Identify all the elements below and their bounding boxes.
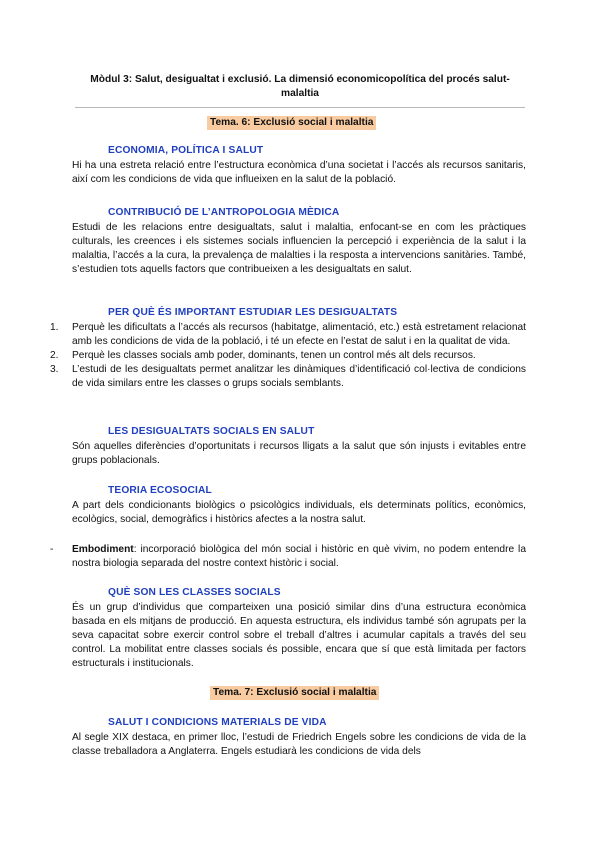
embodiment-description: : incorporació biològica del món social i històric en què vivim, no podem entendre la nostra biologia separada del nostre context històric i social. <box>72 544 526 569</box>
list-item <box>50 363 526 391</box>
tema-6-label: Tema. 6: Exclusió social i malaltia <box>207 116 376 130</box>
list-item-text: Perquè les classes socials amb poder, dominants, tenen un control més alt dels recursos. <box>72 350 476 361</box>
dash-bullet: - <box>50 544 54 555</box>
list-item <box>50 349 526 363</box>
list-item-number: 2. <box>50 350 59 361</box>
paragraph-economia-politica-salut: Hi ha una estreta relació entre l’estructura econòmica d’una societat i l’accés als recursos sanitaris, així com les condicions de vida que influeixen en la salut de la població. <box>72 160 526 185</box>
heading-desigualtats-socials-salut: LES DESIGUALTATS SOCIALS EN SALUT <box>108 426 315 437</box>
list-item-number: 3. <box>50 364 59 375</box>
paragraph-condicions-materials: Al segle XIX destaca, en primer lloc, l’estudi de Friedrich Engels sobre les condicions de vida de la classe treballadora a Anglaterra. Engels estudiarà les condicions de vida dels <box>72 732 526 757</box>
embodiment-definition <box>50 543 526 571</box>
title-divider <box>75 107 525 108</box>
paragraph-teoria-ecosocial: A part dels condicionants biològics o psicològics individuals, els determinats polítics, econòmics, ecològics, social, demogràfics i històrics afectes a la nostra salut. <box>72 500 526 525</box>
list-item <box>50 321 526 349</box>
embodiment-text <box>72 543 526 571</box>
list-item-number: 1. <box>50 322 59 333</box>
paragraph-antropologia-medica: Estudi de les relacions entre desigualtats, salut i malaltia, enfocant-se en com les pràctiques culturals, les creences i els sistemes socials influencien la percepció i experiència de la salut i la malaltia, l’accés a la cura, la prevalença de malalties i la resposta a intervencions sanitàries. També, s’estudien tots aquells factors que contribueixen a les desigualtats en salut. <box>72 222 526 275</box>
embodiment-term: Embodiment <box>72 544 134 555</box>
heading-teoria-ecosocial: TEORIA ECOSOCIAL <box>108 485 212 496</box>
tema-7-label: Tema. 7: Exclusió social i malaltia <box>210 686 379 700</box>
paragraph-classes-socials: És un grup d’individus que comparteixen una posició similar dins d’una estructura econòmica basada en els mitjans de producció. En aquesta estructura, els individus també són agrupats per la seva capacitat sobre exercir control sobre el treball d’altres i acumular capitals a través del seu control. La mobilitat entre classes socials és possible, encara que sí que està limitada per factors estructurals i institucionals. <box>72 602 526 669</box>
desigualtats-reasons-list <box>50 321 526 391</box>
page-title: Mòdul 3: Salut, desigualtat i exclusió. La dimensió economicopolítica del procés salut-malaltia <box>90 74 510 99</box>
list-item-text: Perquè les dificultats a l’accés als recursos (habitatge, alimentació, etc.) està estretament relacionat amb les condicions de vida de la població, i té un efecte en l’estat de salut i en la qualitat de vida. <box>72 322 526 347</box>
paragraph-desigualtats-socials-salut: Són aquelles diferències d’oportunitats i recursos lligats a la salut que són injusts i evitables entre grups poblacionals. <box>72 441 526 466</box>
list-item-text: L’estudi de les desigualtats permet analitzar les dinàmiques d’identificació col·lectiva de condicions de vida similars entre les classes o grups socials semblants. <box>72 364 526 389</box>
heading-antropologia-medica: CONTRIBUCIÓ DE L’ANTROPOLOGIA MÈDICA <box>108 207 340 218</box>
heading-economia-politica-salut: ECONOMIA, POLÍTICA I SALUT <box>108 145 264 156</box>
heading-classes-socials: QUÈ SON LES CLASSES SOCIALS <box>108 587 281 598</box>
heading-condicions-materials: SALUT I CONDICIONS MATERIALS DE VIDA <box>108 717 327 728</box>
heading-per-que-desigualtats: PER QUÈ ÉS IMPORTANT ESTUDIAR LES DESIGUALTATS <box>108 307 398 318</box>
